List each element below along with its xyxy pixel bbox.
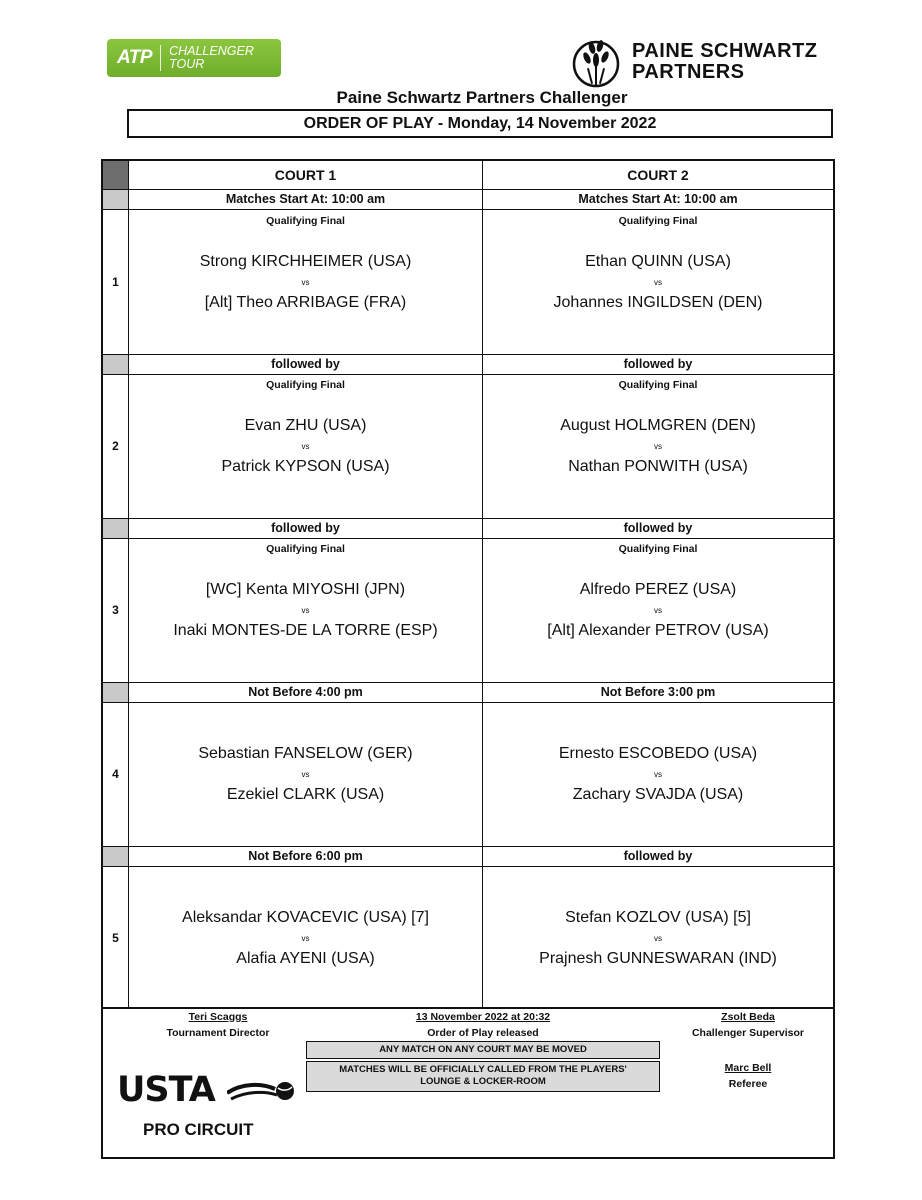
grid-line bbox=[103, 209, 833, 210]
schedule-note: followed by bbox=[271, 521, 340, 535]
usta-wordmark: USTA bbox=[117, 1070, 215, 1110]
order-of-play-grid bbox=[101, 159, 835, 1009]
notice-match-call bbox=[306, 1061, 660, 1092]
player-2: Patrick KYPSON (USA) bbox=[221, 458, 390, 475]
player-2: Johannes INGILDSEN (DEN) bbox=[553, 294, 763, 311]
vs-label: vs bbox=[301, 606, 310, 615]
tournament-title: Paine Schwartz Partners Challenger bbox=[336, 88, 628, 107]
sponsor-line1: PAINE SCHWARTZ bbox=[632, 40, 818, 62]
player-2: Prajnesh GUNNESWARAN (IND) bbox=[539, 950, 777, 967]
notice-match-moved: ANY MATCH ON ANY COURT MAY BE MOVED bbox=[306, 1041, 660, 1059]
grid-line bbox=[103, 374, 833, 375]
start-shade bbox=[103, 190, 128, 209]
referee-name: Marc Bell bbox=[724, 1062, 772, 1074]
wheat-emblem-icon bbox=[570, 36, 622, 88]
match-round: Qualifying Final bbox=[266, 215, 345, 227]
player-2: [Alt] Theo ARRIBAGE (FRA) bbox=[204, 294, 407, 311]
director-name: Teri Scaggs bbox=[188, 1011, 248, 1023]
vs-label: vs bbox=[301, 278, 310, 287]
supervisor-title: Challenger Supervisor bbox=[691, 1027, 805, 1039]
row-number: 1 bbox=[112, 275, 119, 289]
footer bbox=[101, 1007, 835, 1159]
released-label: Order of Play released bbox=[427, 1027, 539, 1039]
player-1: Alfredo PEREZ (USA) bbox=[579, 581, 737, 598]
player-1: [WC] Kenta MIYOSHI (JPN) bbox=[205, 581, 406, 598]
match-round: Qualifying Final bbox=[266, 379, 345, 391]
schedule-note: followed by bbox=[623, 357, 693, 371]
match-round: Qualifying Final bbox=[618, 379, 698, 391]
vs-label: vs bbox=[654, 606, 662, 615]
player-2: Ezekiel CLARK (USA) bbox=[226, 786, 385, 803]
sponsor-line2: PARTNERS bbox=[632, 61, 745, 83]
court-2-start-time: Matches Start At: 10:00 am bbox=[578, 192, 738, 206]
notice-line1: MATCHES WILL BE OFFICIALLY CALLED FROM THE PLAYERS' bbox=[339, 1064, 627, 1075]
player-2: [Alt] Alexander PETROV (USA) bbox=[547, 622, 769, 639]
row4-shade bbox=[103, 683, 128, 702]
grid-line bbox=[103, 702, 833, 703]
player-1: Stefan KOZLOV (USA) [5] bbox=[565, 909, 751, 926]
match-round: Qualifying Final bbox=[618, 543, 698, 555]
grid-line bbox=[103, 518, 833, 519]
grid-line bbox=[103, 866, 833, 867]
court-1-start-time: Matches Start At: 10:00 am bbox=[225, 192, 386, 206]
logo-divider bbox=[160, 45, 161, 71]
vs-label: vs bbox=[301, 442, 310, 451]
row-number: 3 bbox=[112, 603, 119, 617]
row-number: 2 bbox=[112, 439, 119, 453]
court-2-header: COURT 2 bbox=[627, 167, 689, 183]
row2-shade bbox=[103, 355, 128, 374]
player-1: Strong KIRCHHEIMER (USA) bbox=[199, 253, 412, 270]
supervisor-name: Zsolt Beda bbox=[721, 1011, 775, 1023]
director-title: Tournament Director bbox=[166, 1027, 270, 1039]
grid-line bbox=[103, 846, 833, 847]
player-2: Inaki MONTES-DE LA TORRE (ESP) bbox=[173, 622, 438, 639]
schedule-note: followed by bbox=[623, 849, 693, 863]
sponsor-name bbox=[632, 41, 818, 83]
vs-label: vs bbox=[654, 442, 662, 451]
vs-label: vs bbox=[654, 278, 662, 287]
atp-tour-line2: TOUR bbox=[169, 57, 205, 71]
schedule-note: followed by bbox=[623, 521, 693, 535]
notice-line2: LOUNGE & LOCKER-ROOM bbox=[420, 1076, 546, 1087]
grid-line bbox=[103, 538, 833, 539]
atp-challenger-logo bbox=[107, 39, 281, 77]
schedule-note: Not Before 4:00 pm bbox=[248, 685, 363, 699]
atp-tour-text bbox=[169, 45, 254, 71]
order-of-play-title: ORDER OF PLAY - Monday, 14 November 2022 bbox=[127, 109, 833, 138]
pro-circuit-label: PRO CIRCUIT bbox=[143, 1120, 254, 1139]
grid-line bbox=[103, 189, 833, 190]
usta-logo bbox=[117, 1070, 307, 1110]
player-2: Zachary SVAJDA (USA) bbox=[572, 786, 744, 803]
row-number: 4 bbox=[112, 767, 119, 781]
vs-label: vs bbox=[654, 934, 662, 943]
vs-label: vs bbox=[654, 770, 662, 779]
referee-title: Referee bbox=[728, 1078, 768, 1090]
vs-label: vs bbox=[301, 934, 310, 943]
player-1: Ethan QUINN (USA) bbox=[585, 253, 731, 270]
atp-tour-line1: CHALLENGER bbox=[169, 44, 254, 58]
player-1: Ernesto ESCOBEDO (USA) bbox=[558, 745, 758, 762]
vs-label: vs bbox=[301, 770, 310, 779]
match-round: Qualifying Final bbox=[266, 543, 345, 555]
grid-line bbox=[103, 354, 833, 355]
atp-logo-text: ATP bbox=[117, 47, 153, 68]
sponsor-logo bbox=[570, 36, 840, 88]
row-number: 5 bbox=[112, 931, 119, 945]
player-1: Sebastian FANSELOW (GER) bbox=[198, 745, 413, 762]
row5-shade bbox=[103, 847, 128, 866]
match-round: Qualifying Final bbox=[618, 215, 698, 227]
row3-shade bbox=[103, 519, 128, 538]
player-2: Alafia AYENI (USA) bbox=[236, 950, 375, 967]
court-1-header: COURT 1 bbox=[274, 167, 337, 183]
grid-line bbox=[103, 682, 833, 683]
player-1: August HOLMGREN (DEN) bbox=[560, 417, 756, 434]
header-shade bbox=[103, 161, 128, 189]
released-time: 13 November 2022 at 20:32 bbox=[415, 1011, 551, 1023]
usta-swoosh-icon bbox=[227, 1079, 297, 1103]
player-1: Evan ZHU (USA) bbox=[244, 417, 367, 434]
player-2: Nathan PONWITH (USA) bbox=[568, 458, 748, 475]
schedule-note: followed by bbox=[271, 357, 340, 371]
schedule-note: Not Before 6:00 pm bbox=[248, 849, 363, 863]
schedule-note: Not Before 3:00 pm bbox=[600, 685, 716, 699]
player-1: Aleksandar KOVACEVIC (USA) [7] bbox=[182, 909, 429, 926]
